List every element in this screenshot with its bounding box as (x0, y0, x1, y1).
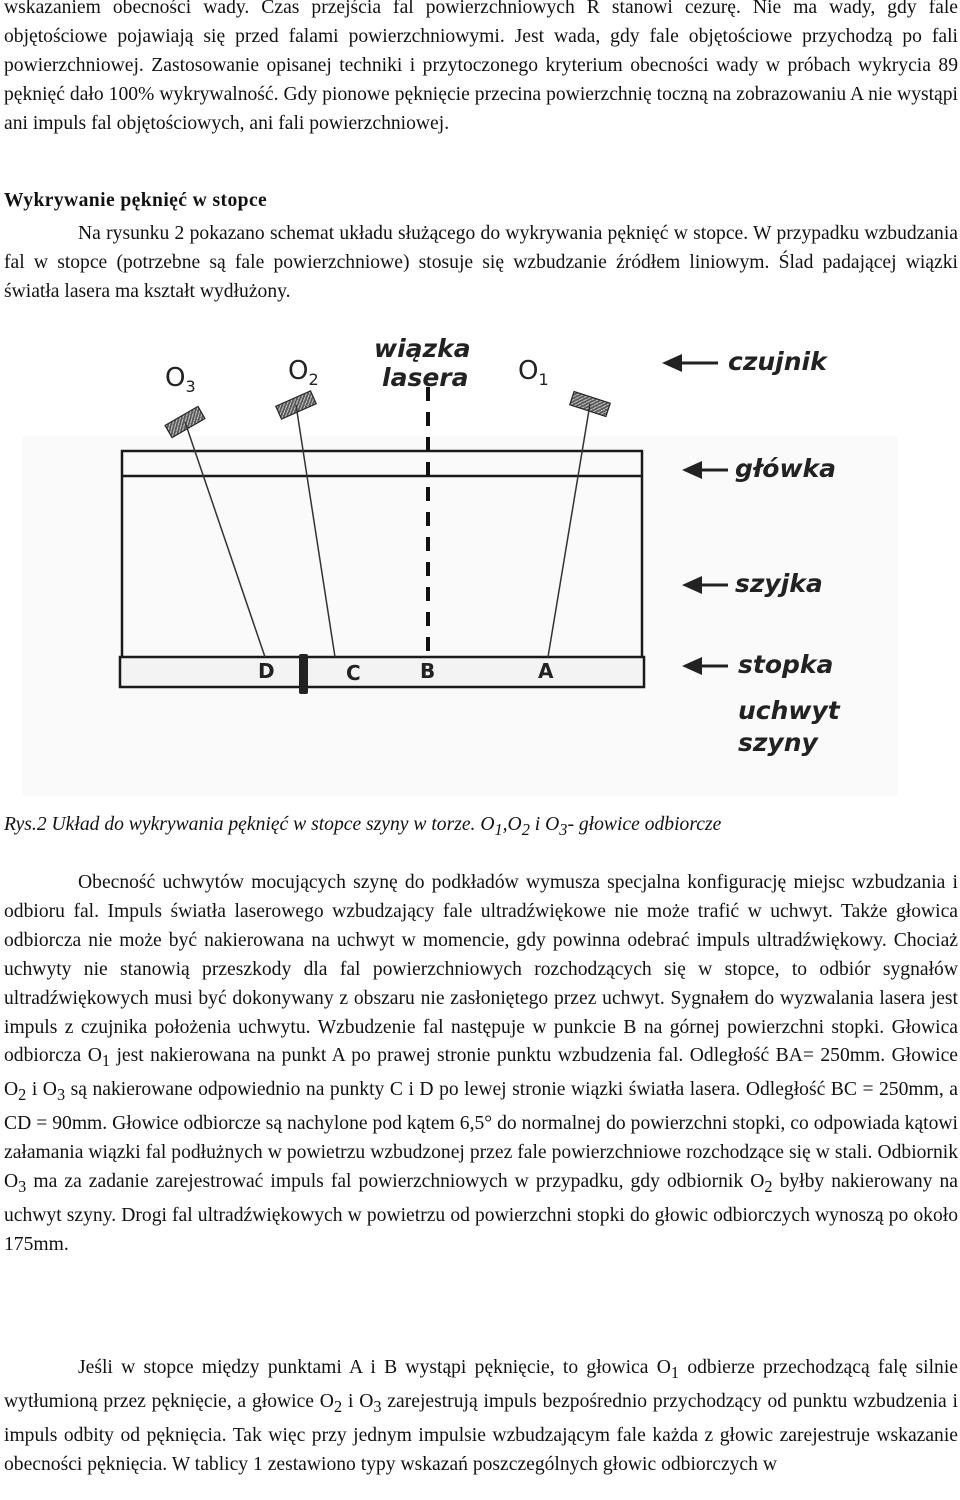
figure-caption: Rys.2 Układ do wykrywania pęknięć w stopce szyny w torze. $O_1,O_2$ i $O_3-$ głowice odbiorcze (4, 814, 722, 839)
svg-text:szyjka: szyjka (735, 569, 823, 598)
svg-text:stopka: stopka (738, 650, 834, 679)
point-b-label: B (420, 659, 436, 683)
label-o3: $O_3$ (165, 363, 196, 396)
paragraph-2-text: Na rysunku 2 pokazano schemat układu służącego do wykrywania pęknięć w stopce. W przypadku wzbudzania fal w stopce (potrzebne są fale powierzchniowe) stosuje się wzbudzanie źródłem liniowym. Ślad padającej wiązki światła lasera ma kształt wydłużony. (4, 223, 958, 302)
label-laser-beam-1: wiązka (374, 334, 471, 363)
rail-clamp-mark (299, 654, 308, 694)
label-sensor-arrow (662, 347, 828, 376)
figure-rail-diagram (0, 314, 960, 814)
svg-text:główka: główka (735, 454, 837, 483)
paragraph-1 (0, 0, 960, 139)
label-o2: $O_2$ (288, 356, 319, 389)
point-a-label: A (538, 659, 554, 683)
svg-text:czujnik: czujnik (728, 347, 827, 376)
label-o1: $O_1$ (518, 356, 549, 389)
label-laser-beam-2: lasera (382, 363, 469, 392)
paragraph-4: Jeśli w stopce między punktami A i B wystąpi pęknięcie, to głowica $O_1$ odbierze przechodzącą falę silnie wytłumioną przez pęknięcie, a głowice $O_2$ i $O_3$ zarejestrują impuls bezpośrednio przychodzący od punktu wzbudzenia i impuls odbity od pęknięcia. Tak więc przy jednym impulsie wzbudzającym fale każda z głowic zarejestruje wskazanie obecności pęknięcia. W tablicy 1 zestawiono typy wskazań poszczególnych głowic odbiorczych w (4, 1357, 958, 1475)
svg-text:szyny: szyny (738, 728, 818, 757)
point-d-label: D (258, 659, 275, 683)
paragraph-1-text: wskazaniem obecności wady. Czas przejścia fal powierzchniowych R stanowi cezurę. Nie ma wady, gdy fale objętościowe pojawiają się przed falami powierzchniowymi. Jest wada, gdy fale objętościowe przychodzą po fali powierzchniowej. Zastosowanie opisanej techniki i przytoczonego kryterium obecności wady w próbach wykrycia 89 pęknięć dało 100% wykrywalność. Gdy pionowe pęknięcie przecina powierzchnię toczną na zobrazowaniu A nie wystąpi ani impuls fal objętościowych, ani fali powierzchniowej. (4, 0, 958, 134)
paragraph-2 (0, 220, 960, 307)
section-heading: Wykrywanie pęknięć w stopce (4, 190, 268, 211)
point-c-label: C (346, 661, 361, 685)
paragraph-3: Obecność uchwytów mocujących szynę do podkładów wymusza specjalna konfigurację miejsc wzbudzania i odbioru fal. Impuls światła laserowego wzbudzający fale ultradźwiękowe nie może trafić w uchwyt. Także głowica odbiorcza nie może być nakierowana na uchwyt w momencie, gdy powinna odebrać impuls ultradźwiękowy. Chociaż uchwyty nie stanowią przeszkody dla fal powierzchniowych rozchodzących się w stopce, to odbiór sygnałów ultradźwiękowych musi być dokonywany z obszaru nie zasłoniętego przez uchwyt. Sygnałem do wyzwalania lasera jest impuls z czujnika położenia uchwytu. Wzbudzenie fal następuje w punkcie B na górnej powierzchni stopki. Głowica odbiorcza $O_1$ jest nakierowana na punkt A po prawej stronie punktu wzbudzenia fal. Odległość BA= 250mm. Głowice $O_2$ i $O_3$ są nakierowane odpowiednio na punkty C i D po lewej stronie wiązki światła lasera. Odległość BC = 250mm, a CD = 90mm. Głowice odbiorcze są nachylone pod kątem 6,5° do normalnej do powierzchni stopki, co odpowiada kątowi załamania wiązki fal podłużnych w powietrzu wzbudzonej przez fale powierzchniowe rozchodzące się w stali. Odbiornik $O_3$ ma za zadanie zarejestrować impuls fal powierzchniowych w przypadku, gdy odbiornik $O_2$ byłby nakierowany na uchwyt szyny. Drogi fal ultradźwiękowych w powietrzu od powierzchni stopki do głowic odbiorczych wynoszą po około 175mm. (4, 872, 959, 1255)
svg-text:uchwyt: uchwyt (738, 696, 840, 725)
